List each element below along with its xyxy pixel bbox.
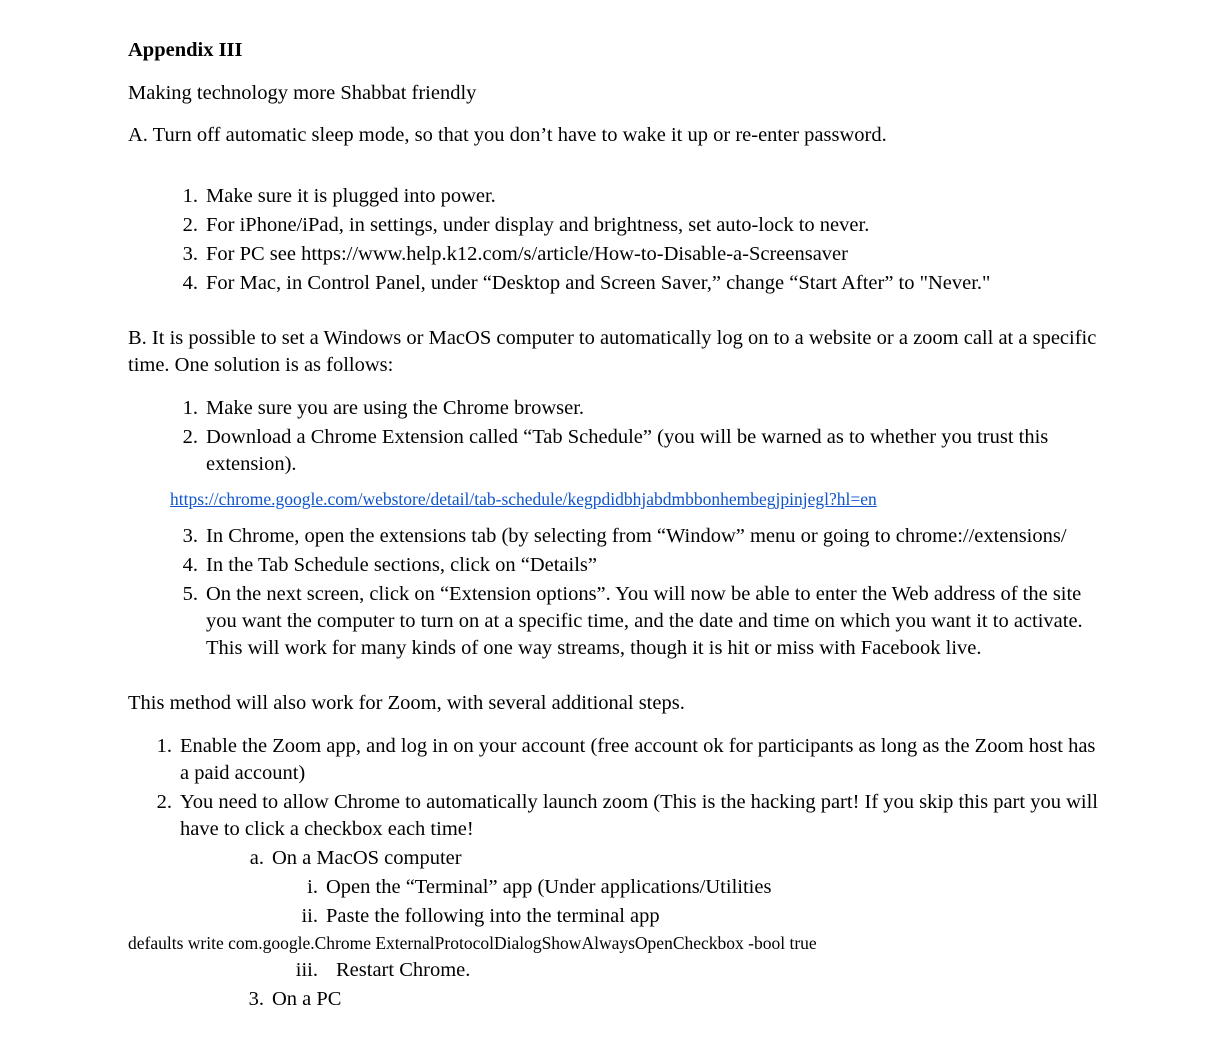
zoom-sublist-alpha	[128, 845, 1104, 872]
list-marker: 2.	[182, 426, 198, 449]
list-item	[128, 424, 1104, 478]
zoom-sublist-roman	[128, 874, 1104, 930]
list-item	[128, 733, 1104, 787]
list-item-text: Enable the Zoom app, and log in on your account (free account ok for participants as long as the Zoom host has a paid account)	[180, 734, 1096, 784]
list-item	[128, 957, 1104, 984]
list-marker: i.	[307, 876, 318, 899]
list-item-text: On a PC	[272, 988, 342, 1011]
list-item-text: On the next screen, click on “Extension options”. You will now be able to enter the Web address of the site you want the computer to turn on at a specific time, and the date and time on which you want it to activate. This will work for many kinds of one way streams, though it is hit or miss with Facebook live.	[206, 583, 1083, 660]
zoom-list	[128, 733, 1104, 843]
list-item	[128, 523, 1104, 550]
list-item-text: Make sure you are using the Chrome browser.	[206, 397, 585, 420]
list-item	[128, 212, 1104, 239]
list-marker: 4.	[182, 272, 198, 295]
list-marker: 3.	[182, 525, 198, 548]
zoom-list-continued	[128, 986, 1104, 1013]
list-marker: 1.	[182, 397, 198, 420]
list-item	[128, 241, 1104, 268]
spacer	[128, 299, 1104, 325]
list-item-text: For PC see https://www.help.k12.com/s/article/How-to-Disable-a-Screensaver	[206, 243, 848, 265]
section-b-list-bottom	[128, 523, 1104, 662]
list-marker: 1.	[182, 184, 198, 207]
list-marker: 1.	[156, 734, 172, 757]
list-item-text: You need to allow Chrome to automatically launch zoom (This is the hacking part! If you skip this part you will have to click a checkbox each time!	[180, 791, 1098, 841]
list-item	[128, 552, 1104, 579]
list-marker: iii.	[295, 959, 318, 982]
zoom-intro: This method will also work for Zoom, with several additional steps.	[128, 692, 685, 715]
page-title: Appendix III	[128, 39, 243, 61]
spacer	[128, 165, 1104, 183]
list-marker: 2.	[156, 791, 172, 814]
section-a-list	[128, 183, 1104, 297]
list-item	[128, 395, 1104, 422]
list-marker: 2.	[182, 213, 198, 236]
list-item-text: In the Tab Schedule sections, click on “Details”	[206, 554, 597, 577]
list-item-text: Restart Chrome.	[336, 959, 471, 982]
list-marker: 3.	[182, 243, 198, 265]
list-marker: a.	[249, 847, 264, 870]
section-b-intro: B. It is possible to set a Windows or MacOS computer to automatically log on to a website or a zoom call at a specific time. One solution is as follows:	[128, 327, 1097, 377]
section-b-list-top	[128, 395, 1104, 478]
list-marker: 4.	[182, 554, 198, 577]
list-item	[128, 845, 1104, 872]
list-item-text: For Mac, in Control Panel, under “Desktop and Screen Saver,” change “Start After” to "Never."	[206, 272, 991, 295]
list-item	[128, 581, 1104, 662]
list-item	[128, 183, 1104, 210]
list-marker: 3.	[248, 988, 264, 1011]
tab-schedule-link-line	[128, 488, 1104, 511]
list-item-text: Open the “Terminal” app (Under applications/Utilities	[326, 876, 772, 899]
list-item-text: Download a Chrome Extension called “Tab Schedule” (you will be warned as to whether you trust this extension).	[206, 426, 1049, 476]
list-marker: ii.	[301, 905, 318, 928]
list-item-text: Paste the following into the terminal app	[326, 905, 660, 928]
list-item	[128, 874, 1104, 901]
tab-schedule-link[interactable]: https://chrome.google.com/webstore/detail/tab-schedule/kegpdidbhjabdmbbonhembegjpinjegl?hl=en	[170, 489, 877, 510]
zoom-sublist-roman-cont	[128, 957, 1104, 984]
spacer	[128, 664, 1104, 690]
list-marker: 5.	[182, 583, 198, 606]
list-item-text: For iPhone/iPad, in settings, under display and brightness, set auto-lock to never.	[206, 213, 870, 236]
terminal-command-line: defaults write com.google.Chrome ExternalProtocolDialogShowAlwaysOpenCheckbox -bool true	[128, 933, 817, 954]
section-a-intro: A. Turn off automatic sleep mode, so that you don’t have to wake it up or re-enter password.	[128, 124, 887, 147]
list-item-text: In Chrome, open the extensions tab (by selecting from “Window” menu or going to chrome://extensions/	[206, 525, 1067, 548]
list-item	[128, 789, 1104, 843]
list-item	[128, 270, 1104, 297]
subheading: Making technology more Shabbat friendly	[128, 81, 477, 104]
list-item-text: On a MacOS computer	[272, 847, 462, 870]
list-item-text: Make sure it is plugged into power.	[206, 184, 496, 207]
list-item	[128, 986, 1104, 1013]
list-item	[128, 903, 1104, 930]
